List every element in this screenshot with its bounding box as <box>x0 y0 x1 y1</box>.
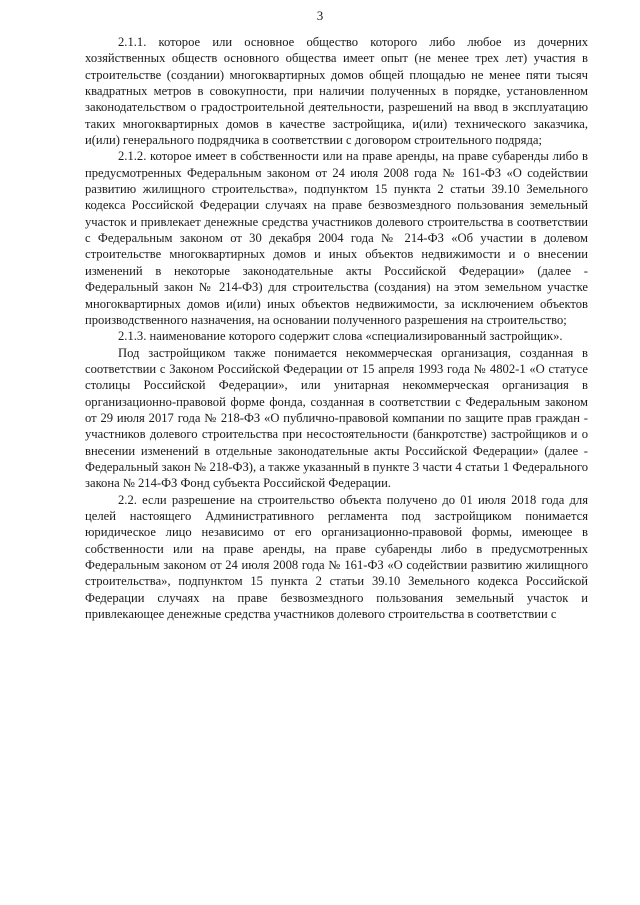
paragraph-2-2: 2.2. если разрешение на строительство объекта получено до 01 июля 2018 года для целей настоящего Административного регламента под застройщиком понимается юридическое лицо независимо от его организационно-правовой формы, имеющее в собственности или на праве аренды, на праве субаренды либо в предусмотренных Федеральным законом от 24 июля 2008 года № 161-ФЗ «О содействии развитию жилищного строительства», подпунктом 15 пункта 2 статьи 39.10 Земельного кодекса Российской Федерации случаях на праве безвозмездного пользования земельный участок и привлекающее денежные средства участников долевого строительства в соответствии с <box>85 492 588 622</box>
paragraph-2-1-1: 2.1.1. которое или основное общество которого либо любое из дочерних хозяйственных обществ основного общества имеет опыт (не менее трех лет) участия в строительстве (создании) многоквартирных домов общей площадью не менее пяти тысяч квадратных метров в совокупности, при наличии полученных в порядке, установленном законодательством о градостроительной деятельности, разрешений на ввод в эксплуатацию таких многоквартирных домов в качестве застройщика, и(или) технического заказчика, и(или) генерального подрядчика в соответствии с договором строительного подряда; <box>85 35 588 148</box>
document-body <box>85 34 588 622</box>
page-number: 3 <box>316 8 324 23</box>
paragraph-2-1-2: 2.1.2. которое имеет в собственности или на праве аренды, на праве субаренды либо в предусмотренных Федеральным законом от 24 июля 2008 года № 161-ФЗ «О содействии развитию жилищного строительства», подпунктом 15 пункта 2 статьи 39.10 Земельного кодекса Российской Федерации случаях на праве безвозмездного пользования земельный участок и привлекает денежные средства участников долевого строительства в соответствии с Федеральным законом от 30 декабря 2004 года № 214-ФЗ «Об участии в долевом строительстве многоквартирных домов и иных объектов недвижимости и о внесении изменений в некоторые законодательные акты Российской Федерации» (далее - Федеральный закон № 214-ФЗ) для строительства (создания) на этом земельном участке многоквартирных домов и(или) иных объектов недвижимости, за исключением объектов производственного назначения, на основании полученного разрешения на строительство; <box>85 149 588 327</box>
paragraph-developer-definition: Под застройщиком также понимается некоммерческая организация, созданная в соответствии с Законом Российской Федерации от 15 апреля 1993 года № 4802-1 «О статусе столицы Российской Федерации», или унитарная некоммерческая организация в организационно-правовой форме фонда, созданная в соответствии с Федеральным законом от 29 июля 2017 года № 218-ФЗ «О публично-правовой компании по защите прав граждан - участников долевого строительства при несостоятельности (банкротстве) застройщиков и о внесении изменений в отдельные законодательные акты Российской Федерации» (далее - Федеральный закон № 218-ФЗ), а также указанный в пункте 3 части 4 статьи 1 Федерального закона № 214-ФЗ Фонд субъекта Российской Федерации. <box>85 345 588 491</box>
paragraph-2-1-3: 2.1.3. наименование которого содержит слова «специализированный застройщик». <box>118 329 563 344</box>
